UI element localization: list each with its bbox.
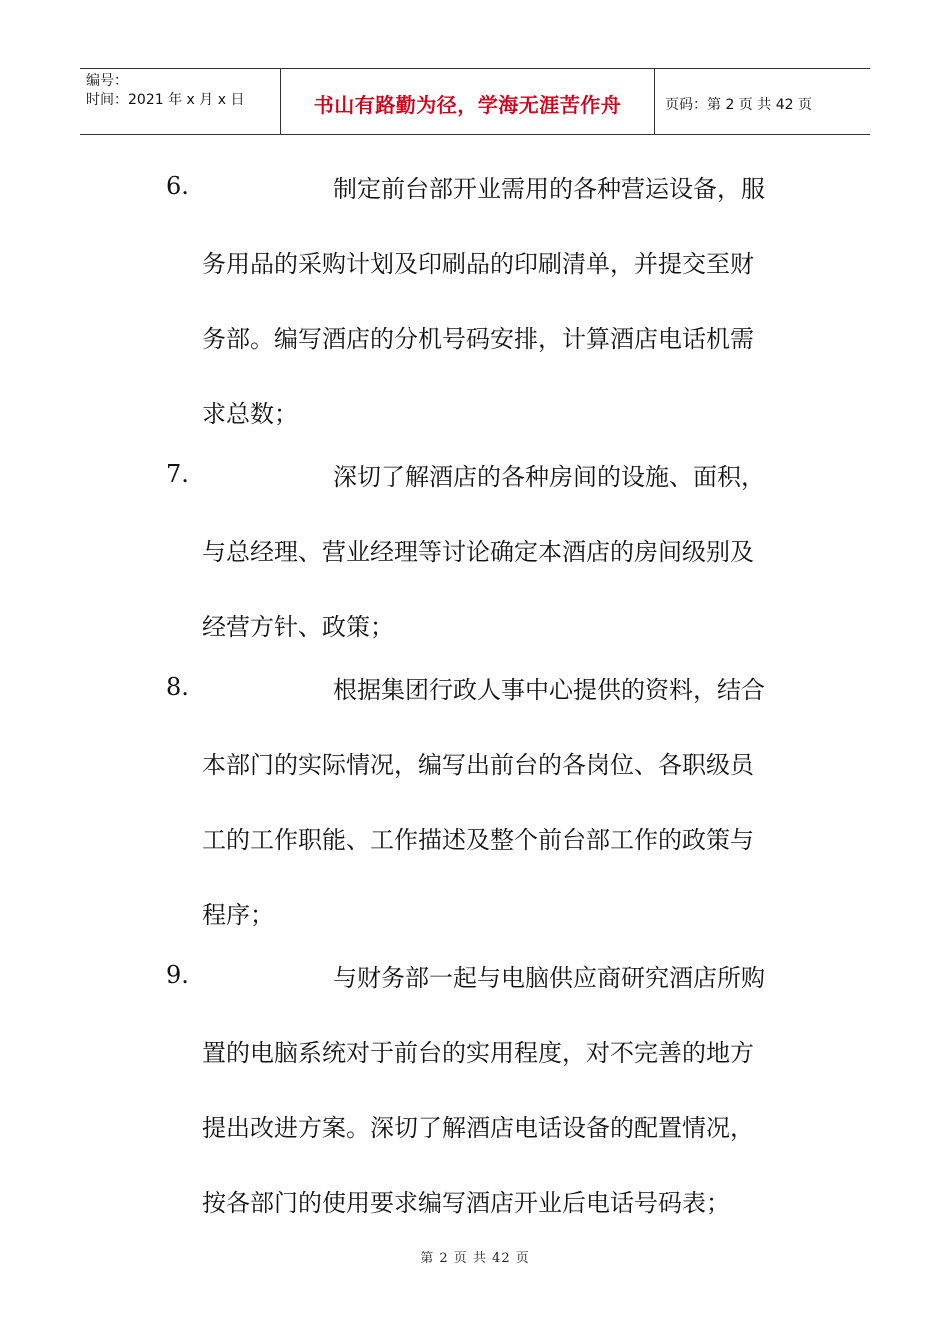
item-text-line: 务部。编写酒店的分机号码安排，计算酒店电话机需 (202, 325, 754, 353)
page-header (80, 68, 870, 135)
item-text-line: 制定前台部开业需用的各种营运设备，服 (333, 175, 765, 203)
item-text-line: 经营方针、政策； (202, 613, 394, 641)
item-text-line: 务用品的采购计划及印刷品的印刷清单，并提交至财 (202, 250, 754, 278)
item-text-line: 置的电脑系统对于前台的实用程度，对不完善的地方 (202, 1039, 754, 1067)
item-text-line: 本部门的实际情况，编写出前台的各岗位、各职级员 (202, 751, 754, 779)
item-number: 8. (166, 673, 189, 701)
item-text-line: 程序； (202, 901, 274, 929)
header-left-cell (80, 69, 281, 134)
item-number: 6. (166, 172, 189, 200)
page-footer (0, 1247, 950, 1266)
header-motto-cell (281, 69, 655, 134)
header-date: 时间：2021 年 x 月 x 日 (86, 92, 245, 108)
item-number: 7. (166, 460, 189, 488)
header-page-info-cell (655, 69, 870, 134)
item-text-line: 求总数； (202, 400, 298, 428)
footer-page-number: 第 2 页 共 42 页 (420, 1251, 530, 1266)
item-text-line: 深切了解酒店的各种房间的设施、面积， (333, 463, 765, 491)
item-text-line: 提出改进方案。深切了解酒店电话设备的配置情况， (202, 1114, 754, 1142)
item-text-line: 按各部门的使用要求编写酒店开业后电话号码表； (202, 1189, 730, 1217)
item-text-line: 工的工作职能、工作描述及整个前台部工作的政策与 (202, 826, 754, 854)
item-text-line: 与总经理、营业经理等讨论确定本酒店的房间级别及 (202, 538, 754, 566)
header-motto: 书山有路勤为径，学海无涯苦作舟 (313, 93, 622, 117)
header-page-info: 页码：第 2 页 共 42 页 (665, 96, 812, 113)
item-text-line: 与财务部一起与电脑供应商研究酒店所购 (333, 964, 765, 992)
header-serial-label: 编号： (86, 73, 128, 89)
item-text-line: 根据集团行政人事中心提供的资料，结合 (333, 676, 765, 704)
item-number: 9. (166, 961, 189, 989)
